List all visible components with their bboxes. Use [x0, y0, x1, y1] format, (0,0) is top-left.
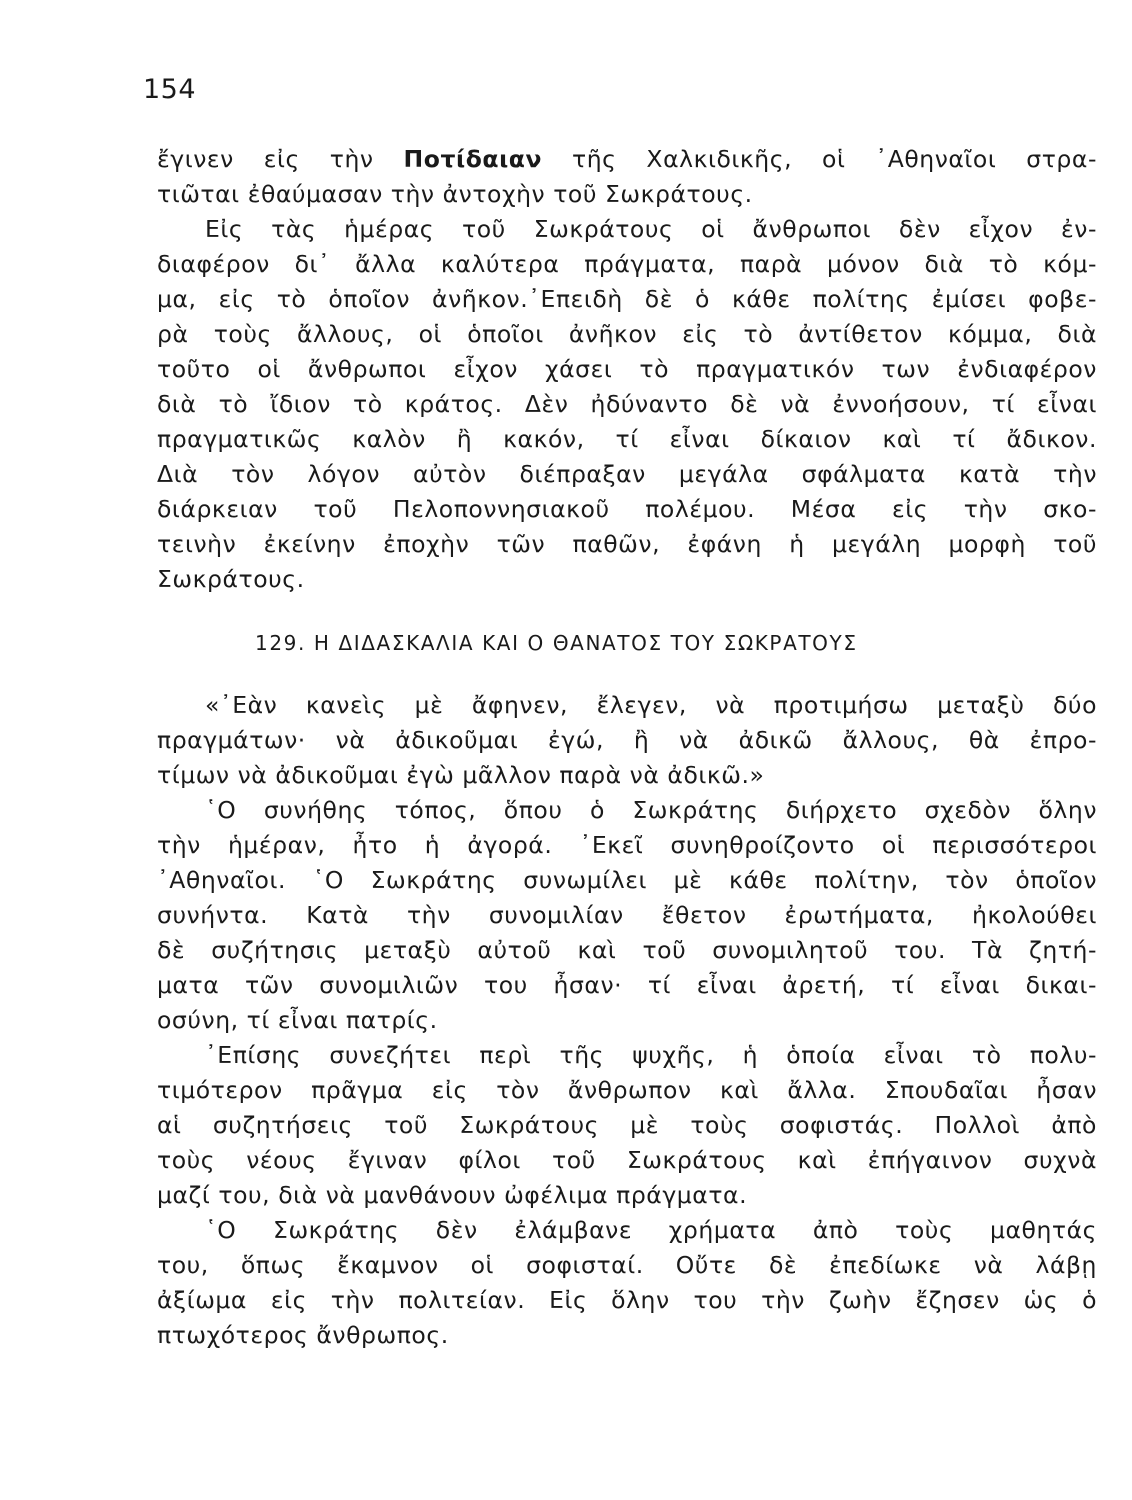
text-line: τοὺς νέους ἔγιναν φίλοι τοῦ Σωκράτους καὶ ἐπήγαινον συχνὰ [157, 1146, 1097, 1174]
text-line: Εἰς τὰς ἡμέρας τοῦ Σωκράτους οἱ ἄνθρωποι δὲν εἶχον ἐν- [205, 215, 1097, 243]
text-line: πραγμάτων· νὰ ἀδικοῦμαι ἐγώ, ἢ νὰ ἀδικῶ ἄλλους, θὰ ἐπρο- [157, 726, 1097, 754]
text-line: τοῦτο οἱ ἄνθρωποι εἶχον χάσει τὸ πραγματικόν των ἐνδιαφέρον [157, 355, 1097, 383]
text-line: Διὰ τὸν λόγον αὐτὸν διέπραξαν μεγάλα σφάλματα κατὰ τὴν [157, 460, 1097, 488]
text-line: ῾Ο συνήθης τόπος, ὅπου ὁ Σωκράτης διήρχετο σχεδὸν ὅλην [205, 796, 1097, 824]
text-line: τιμότερον πρᾶγμα εἰς τὸν ἄνθρωπον καὶ ἄλλα. Σπουδαῖαι ἦσαν [157, 1076, 1097, 1104]
text-fragment: ἔγινεν εἰς τὴν [157, 145, 374, 173]
text-line: ᾿Επίσης συνεζήτει περὶ τῆς ψυχῆς, ἡ ὁποία εἶναι τὸ πολυ- [205, 1041, 1097, 1069]
text-line: «᾿Εὰν κανεὶς μὲ ἄφηνεν, ἔλεγεν, νὰ προτιμήσω μεταξὺ δύο [205, 691, 1097, 719]
text-line: τιῶται ἐθαύμασαν τὴν ἀντοχὴν τοῦ Σωκράτους. [157, 180, 753, 208]
text-line: ἀξίωμα εἰς τὴν πολιτείαν. Εἰς ὅλην του τὴν ζωὴν ἔζησεν ὡς ὁ [157, 1286, 1097, 1314]
section-heading: 129. Η ΔΙΔΑΣΚΑΛΙΑ ΚΑΙ Ο ΘΑΝΑΤΟΣ ΤΟΥ ΣΩΚΡΑΤΟΥΣ [255, 631, 858, 655]
text-line: πραγματικῶς καλὸν ἢ κακόν, τί εἶναι δίκαιον καὶ τί ἄδικον. [157, 425, 1097, 453]
text-line: τεινὴν ἐκείνην ἐποχὴν τῶν παθῶν, ἐφάνη ἡ μεγάλη μορφὴ τοῦ [157, 530, 1097, 558]
text-line: διάρκειαν τοῦ Πελοποννησιακοῦ πολέμου. Μέσα εἰς τὴν σκο- [157, 495, 1097, 523]
text-line: πτωχότερος ἄνθρωπος. [157, 1321, 449, 1349]
text-line: διαφέρον δι᾿ ἄλλα καλύτερα πράγματα, παρὰ μόνον διὰ τὸ κόμ- [157, 250, 1097, 278]
section-1-text [157, 142, 1097, 597]
text-line: δὲ συζήτησις μεταξὺ αὐτοῦ καὶ τοῦ συνομιλητοῦ του. Τὰ ζητή- [157, 936, 1097, 964]
text-line: συνήντα. Κατὰ τὴν συνομιλίαν ἔθετον ἐρωτήματα, ἠκολούθει [157, 901, 1097, 929]
bold-place-name: Ποτίδαιαν [403, 145, 543, 173]
text-line: αἱ συζητήσεις τοῦ Σωκράτους μὲ τοὺς σοφιστάς. Πολλοὶ ἀπὸ [157, 1111, 1097, 1139]
text-line-1 [157, 142, 1097, 177]
text-line: Σωκράτους. [157, 565, 305, 593]
text-line: τὴν ἡμέραν, ἦτο ἡ ἀγορά. ᾿Εκεῖ συνηθροίζοντο οἱ περισσότεροι [157, 831, 1097, 859]
text-line: μα, εἰς τὸ ὁποῖον ἀνῆκον.᾿Επειδὴ δὲ ὁ κάθε πολίτης ἐμίσει φοβε- [157, 285, 1097, 313]
text-line: τίμων νὰ ἀδικοῦμαι ἐγὼ μᾶλλον παρὰ νὰ ἀδικῶ.» [157, 761, 765, 789]
text-line: ᾿Αθηναῖοι. ῾Ο Σωκράτης συνωμίλει μὲ κάθε πολίτην, τὸν ὁποῖον [157, 866, 1097, 894]
text-fragment: τῆς Χαλκιδικῆς, οἱ ᾿Αθηναῖοι στρα- [572, 145, 1097, 173]
text-line: διὰ τὸ ἴδιον τὸ κράτος. Δὲν ἠδύναντο δὲ νὰ ἐννοήσουν, τί εἶναι [157, 390, 1097, 418]
text-line: οσύνη, τί εἶναι πατρίς. [157, 1006, 438, 1034]
text-line: ρὰ τοὺς ἄλλους, οἱ ὁποῖοι ἀνῆκον εἰς τὸ ἀντίθετον κόμμα, διὰ [157, 320, 1097, 348]
text-line: ῾Ο Σωκράτης δὲν ἐλάμβανε χρήματα ἀπὸ τοὺς μαθητάς [205, 1216, 1097, 1244]
text-line: ματα τῶν συνομιλιῶν του ἦσαν· τί εἶναι ἀρετή, τί εἶναι δικαι- [157, 971, 1097, 999]
text-line: του, ὅπως ἔκαμνον οἱ σοφισταί. Οὔτε δὲ ἐπεδίωκε νὰ λάβῃ [157, 1251, 1097, 1279]
text-line: μαζί του, διὰ νὰ μανθάνουν ὠφέλιμα πράγματα. [157, 1181, 748, 1209]
page-number: 154 [143, 74, 197, 105]
section-2-text [157, 688, 1097, 1353]
